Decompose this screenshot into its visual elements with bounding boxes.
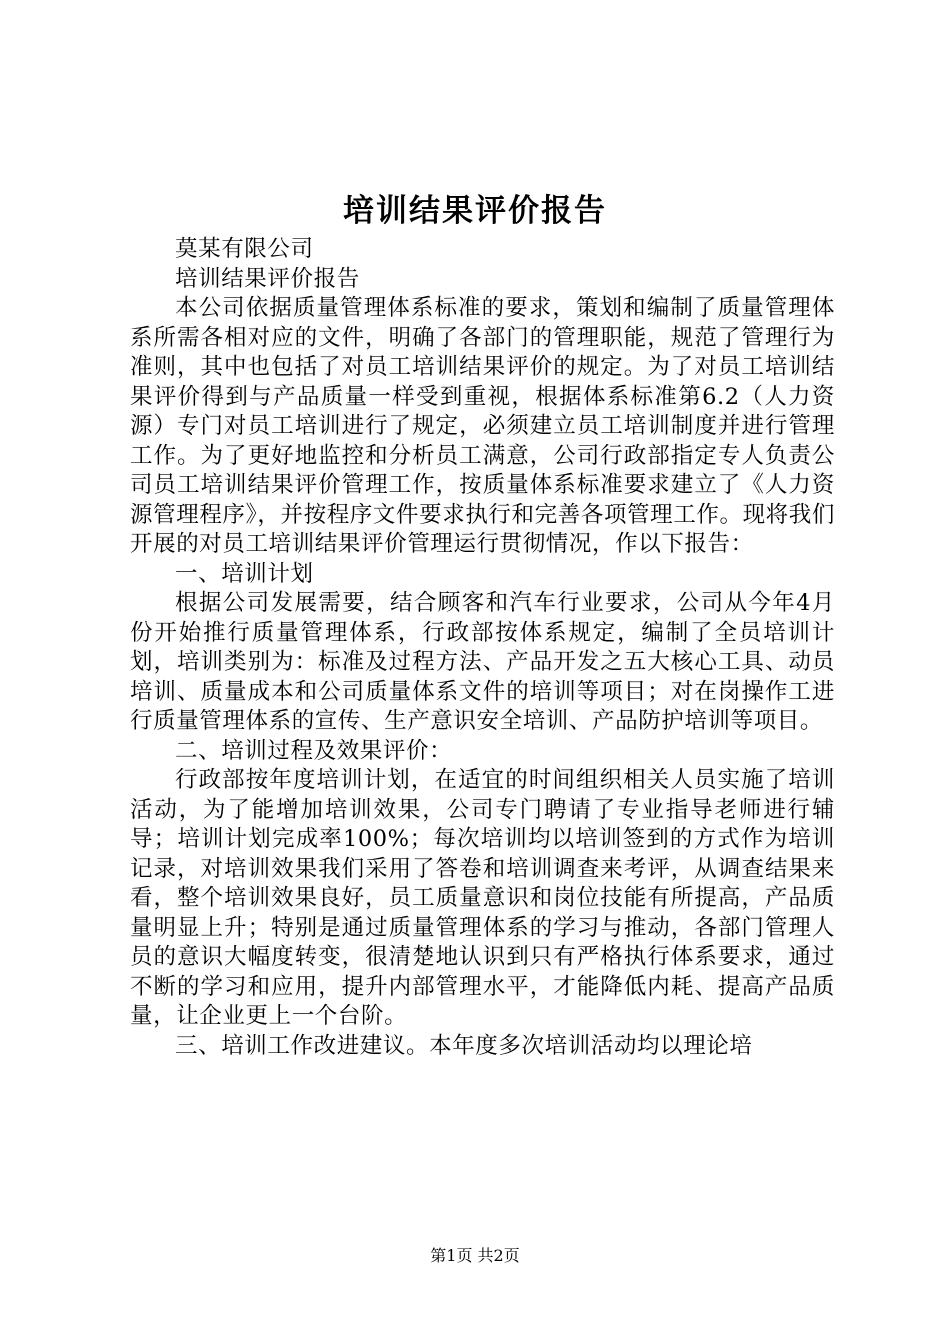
document-body [130,235,835,1061]
section-improvement-paragraph: 三、培训工作改进建议。本年度多次培训活动均以理论培 [175,1032,753,1059]
section-heading-training-plan: 一、培训计划 [175,560,314,587]
company-name: 莫某有限公司 [175,236,314,262]
intro-paragraph: 本公司依据质量管理体系标准的要求，策划和编制了质量管理体系所需各相对应的文件，明确了各部门的管理职能，规范了管理行为准则，其中也包括了对员工培训结果评价的规定。为了对员工培训结果评价得到与产品质量一样受到重视，根据体系标准第6.2（人力资源）专门对员工培训进行了规定，必须建立员工培训制度并进行管理工作。为了更好地监控和分析员工满意，公司行政部指定专人负责公司员工培训结果评价管理工作，按质量体系标准要求建立了《人力资源管理程序》，并按程序文件要求执行和完善各项管理工作。现将我们开展的对员工培训结果评价管理运行贯彻情况，作以下报告： [130,295,835,557]
training-plan-paragraph: 根据公司发展需要，结合顾客和汽车行业要求，公司从今年4月份开始推行质量管理体系，行政部按体系规定，编制了全员培训计划，培训类别为：标准及过程方法、产品开发之五大核心工具、动员培训、质量成本和公司质量体系文件的培训等项目；对在岗操作工进行质量管理体系的宣传、生产意识安全培训、产品防护培训等项目。 [130,590,835,734]
process-evaluation-paragraph: 行政部按年度培训计划，在适宜的时间组织相关人员实施了培训活动，为了能增加培训效果，公司专门聘请了专业指导老师进行辅导；培训计划完成率100%；每次培训均以培训签到的方式作为培训记录，对培训效果我们采用了答卷和培训调查来考评，从调查结果来看，整个培训效果良好，员工质量意识和岗位技能有所提高，产品质量明显上升；特别是通过质量管理体系的学习与推动，各部门管理人员的意识大幅度转变，很清楚地认识到只有严格执行体系要求，通过不断的学习和应用，提升内部管理水平，才能降低内耗、提高产品质量，让企业更上一个台阶。 [130,767,835,1029]
report-subtitle: 培训结果评价报告 [175,265,360,292]
document-title: 培训结果评价报告 [343,193,607,229]
page-footer: 第1页 共2页 [430,1246,520,1265]
section-heading-process-evaluation: 二、培训过程及效果评价： [175,737,453,764]
